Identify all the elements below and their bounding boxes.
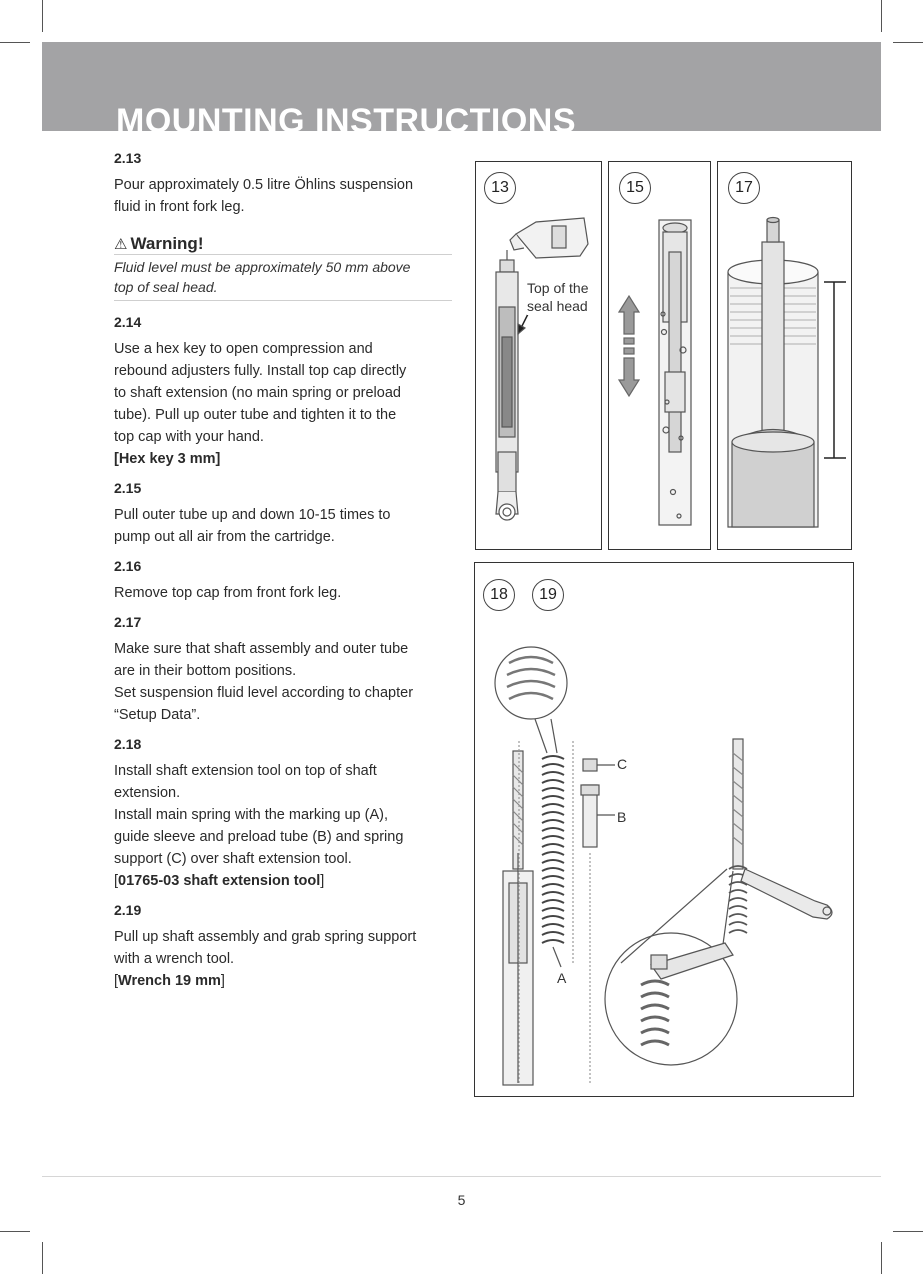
label-c: C — [617, 756, 628, 772]
page-title: MOUNTING INSTRUCTIONS — [116, 102, 577, 131]
figure-17-panel — [717, 161, 852, 550]
body-line: support (C) over shaft extension tool. — [114, 851, 352, 867]
section-number: 2.16 — [114, 558, 142, 574]
crop-mark — [881, 0, 882, 32]
tool-reference — [114, 970, 454, 992]
body-line: Pull outer tube up and down 10-15 times to — [114, 507, 391, 523]
label-line: Top of the — [527, 280, 589, 296]
crop-mark — [42, 0, 43, 32]
section-number: 2.18 — [114, 736, 142, 752]
section-body — [114, 504, 454, 548]
figure-number: 15 — [619, 172, 651, 204]
body-line: fluid in front fork leg. — [114, 199, 245, 215]
crop-mark — [893, 1231, 923, 1232]
figure-13-panel — [475, 161, 602, 550]
crop-mark — [0, 42, 30, 43]
spring-assembly-illustration — [475, 563, 853, 1096]
body-line: Pour approximately 0.5 litre Öhlins suspension — [114, 177, 414, 193]
body-line: tube). Pull up outer tube and tighten it to the — [114, 407, 397, 423]
figure-number: 17 — [728, 172, 760, 204]
fork-leg-fill-illustration — [476, 162, 601, 549]
figure-number: 13 — [484, 172, 516, 204]
bracket: ] — [220, 973, 225, 989]
instructions-column — [114, 150, 454, 1002]
section-number: 2.15 — [114, 480, 142, 496]
label-line: seal head — [527, 298, 588, 314]
fluid-level-illustration — [718, 162, 851, 549]
section-body — [114, 338, 454, 470]
body-line: Install main spring with the marking up (A), — [114, 807, 388, 823]
body-line: top cap with your hand. — [114, 429, 264, 445]
figure-number: 19 — [532, 579, 564, 611]
label-a: A — [557, 970, 567, 986]
warning-line: Fluid level must be approximately 50 mm above — [114, 259, 411, 275]
section-body — [114, 638, 454, 726]
section-number: 2.14 — [114, 314, 142, 330]
pump-air-illustration — [609, 162, 710, 549]
body-line: rebound adjusters fully. Install top cap directly — [114, 363, 407, 379]
page-number: 5 — [457, 1192, 466, 1208]
tool-name: Wrench 19 mm — [118, 973, 221, 989]
label-b: B — [617, 809, 627, 825]
body-line: Make sure that shaft assembly and outer tube — [114, 641, 409, 657]
figure-number: 18 — [483, 579, 515, 611]
section-number: 2.19 — [114, 902, 142, 918]
section-body — [114, 582, 454, 604]
body-line: extension. — [114, 785, 181, 801]
crop-mark — [42, 1242, 43, 1274]
body-line: Install shaft extension tool on top of shaft — [114, 763, 377, 779]
bracket: [ — [114, 873, 119, 889]
warning-body — [114, 254, 452, 301]
footer-rule — [42, 1176, 881, 1177]
body-line: Set suspension fluid level according to chapter — [114, 685, 414, 701]
tool-reference — [114, 870, 454, 892]
section-number: 2.17 — [114, 614, 142, 630]
body-line: are in their bottom positions. — [114, 663, 297, 679]
body-line: Remove top cap from front fork leg. — [114, 585, 342, 601]
crop-mark — [0, 1231, 30, 1232]
body-line: “Setup Data”. — [114, 707, 201, 723]
tool-reference: [Hex key 3 mm] — [114, 451, 221, 467]
body-line: Use a hex key to open compression and — [114, 341, 373, 357]
bracket: ] — [320, 873, 325, 889]
header-band — [42, 42, 881, 131]
body-line: to shaft extension (no main spring or preload — [114, 385, 401, 401]
section-body — [114, 926, 454, 992]
warning-triangle-icon: ⚠ — [114, 236, 128, 253]
figure-15-panel — [608, 161, 711, 550]
seal-head-label — [527, 279, 599, 315]
crop-mark — [893, 42, 923, 43]
section-body — [114, 760, 454, 892]
tool-name: 01765-03 shaft extension tool — [118, 873, 321, 889]
section-number: 2.13 — [114, 150, 142, 166]
section-body — [114, 174, 454, 218]
figure-18-19-panel — [474, 562, 854, 1097]
warning-heading — [114, 234, 454, 254]
crop-mark — [881, 1242, 882, 1274]
bracket: [ — [114, 973, 119, 989]
warning-title: Warning! — [130, 234, 204, 253]
body-line: pump out all air from the cartridge. — [114, 529, 335, 545]
warning-line: top of seal head. — [114, 279, 218, 295]
body-line: with a wrench tool. — [114, 951, 235, 967]
body-line: guide sleeve and preload tube (B) and spring — [114, 829, 404, 845]
body-line: Pull up shaft assembly and grab spring support — [114, 929, 417, 945]
